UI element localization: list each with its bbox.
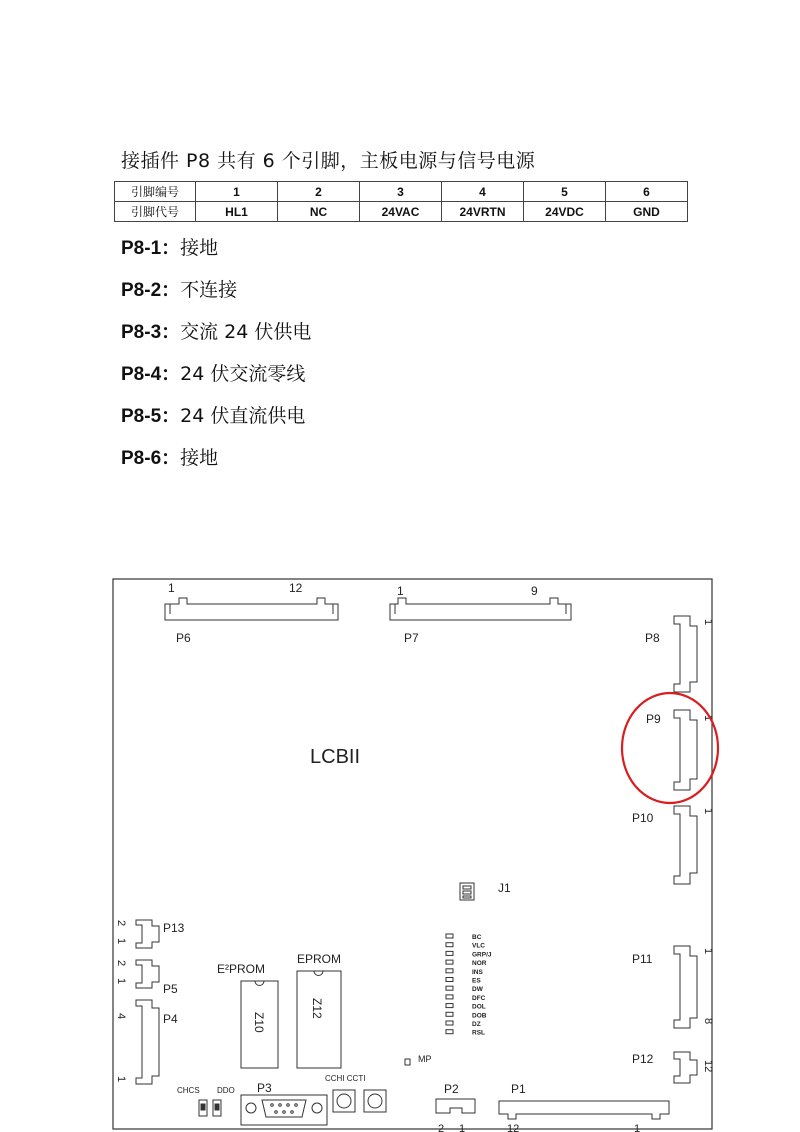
led-label: DOL <box>472 1003 486 1011</box>
p4-pin-end: 1 <box>115 1076 127 1083</box>
led-indicator <box>446 951 453 955</box>
led-label: DFC <box>472 994 486 1002</box>
mp-label: MP <box>418 1054 432 1064</box>
mp-pad <box>405 1059 410 1065</box>
p2-pin-a: 2 <box>438 1123 445 1132</box>
pin-code: 24VAC <box>360 202 442 222</box>
switch-label-chcs: CHCS <box>177 1086 200 1095</box>
connector-p11 <box>674 946 697 1028</box>
led-indicator <box>446 1012 453 1016</box>
pin-number: 5 <box>524 182 606 202</box>
pin-meaning: 24 伏直流供电 <box>180 405 306 427</box>
p11-label: P11 <box>632 952 653 966</box>
pin-meaning: 接地 <box>180 447 219 469</box>
button-ccti[interactable] <box>364 1090 386 1112</box>
p4-pin-start: 4 <box>115 1013 127 1020</box>
e2prom-label: E²PROM <box>217 962 265 976</box>
connector-p10 <box>674 806 697 884</box>
led-indicators <box>446 934 492 1037</box>
pin-code: P8-4： <box>121 364 181 385</box>
highlight-circle <box>622 693 718 803</box>
pin-code: P8-3： <box>121 322 181 343</box>
led-indicator <box>446 1021 453 1025</box>
pin-code: 24VDC <box>524 202 606 222</box>
connector-p8 <box>674 616 697 692</box>
e2prom-chip-id: Z10 <box>252 1012 266 1033</box>
p9-pin-number: 1 <box>702 715 714 722</box>
j1-label: J1 <box>498 881 511 895</box>
pin-code: P8-1： <box>121 238 181 259</box>
p13-pin-a: 2 <box>115 920 127 927</box>
pin-number: 1 <box>196 182 278 202</box>
pin-code: NC <box>278 202 360 222</box>
led-label: INS <box>472 968 483 976</box>
led-indicator <box>446 969 453 973</box>
connector-p5 <box>136 960 159 988</box>
pin-code: P8-6： <box>121 448 181 469</box>
jumper-j1 <box>460 883 474 900</box>
p6-pin-start: 1 <box>168 581 175 595</box>
led-label: DW <box>472 986 483 994</box>
led-indicator <box>446 995 453 999</box>
connector-p7 <box>390 598 571 620</box>
pin-meaning: 接地 <box>180 237 219 259</box>
led-label: VLC <box>472 942 485 950</box>
pin-number: 4 <box>442 182 524 202</box>
row-header: 引脚编号 <box>115 182 196 202</box>
p2-label: P2 <box>444 1082 459 1096</box>
p5-label: P5 <box>163 982 178 996</box>
led-label: RSL <box>472 1029 485 1037</box>
p11-pin-end: 8 <box>702 1018 714 1025</box>
connector-p1 <box>499 1101 669 1119</box>
p7-label: P7 <box>404 631 419 645</box>
p13-pin-b: 1 <box>115 938 127 945</box>
led-indicator <box>446 986 453 990</box>
led-indicator <box>446 1030 453 1034</box>
p12-label: P12 <box>632 1052 654 1066</box>
led-indicator <box>446 1004 453 1008</box>
led-indicator <box>446 934 453 938</box>
eprom-label: EPROM <box>297 952 342 966</box>
p12-pin-number: 12 <box>702 1060 714 1073</box>
pin-code: GND <box>606 202 688 222</box>
p8-pin-number: 1 <box>702 619 714 626</box>
connector-p6 <box>165 598 338 620</box>
pin-number: 3 <box>360 182 442 202</box>
eprom-chip-id: Z12 <box>310 998 324 1019</box>
p9-label: P9 <box>646 712 661 726</box>
pin-number: 2 <box>278 182 360 202</box>
led-label: GRP/J <box>472 951 492 959</box>
led-label: NOR <box>472 960 487 968</box>
buttons-label: CCHI CCTI <box>325 1074 366 1083</box>
board-outline <box>113 579 712 1129</box>
document-heading: 接插件 P8 共有 6 个引脚，主板电源与信号电源 <box>121 150 536 172</box>
connector-p12 <box>674 1052 697 1083</box>
p7-pin-end: 9 <box>531 584 538 598</box>
connector-p13 <box>136 920 159 948</box>
p6-pin-end: 12 <box>289 581 303 595</box>
p4-label: P4 <box>163 1012 178 1026</box>
row-header: 引脚代号 <box>115 202 196 222</box>
p10-pin-number: 1 <box>702 808 714 815</box>
pin-number: 6 <box>606 182 688 202</box>
p1-label: P1 <box>511 1082 526 1096</box>
connector-p9 <box>674 710 697 790</box>
pin-meaning: 不连接 <box>180 279 238 301</box>
p7-pin-start: 1 <box>397 584 404 598</box>
pin-meaning: 24 伏交流零线 <box>180 363 306 385</box>
p10-label: P10 <box>632 811 654 825</box>
led-indicator <box>446 960 453 964</box>
p1-pin-start: 12 <box>507 1123 520 1132</box>
p2-pin-b: 1 <box>459 1123 466 1132</box>
p1-pin-end: 1 <box>634 1123 641 1132</box>
led-label: ES <box>472 977 481 985</box>
button-cchi[interactable] <box>333 1090 355 1112</box>
p8-label: P8 <box>645 631 660 645</box>
switch-label-ddo: DDO <box>217 1086 235 1095</box>
p3-label: P3 <box>257 1081 272 1095</box>
pin-code: P8-2： <box>121 280 181 301</box>
pin-code: HL1 <box>196 202 278 222</box>
p6-label: P6 <box>176 631 191 645</box>
board-name: LCBII <box>310 746 361 768</box>
p5-pin-b: 1 <box>115 978 127 985</box>
p13-label: P13 <box>163 921 185 935</box>
connector-p3 <box>241 1095 327 1125</box>
pin-code: P8-5： <box>121 406 181 427</box>
pin-code: 24VRTN <box>442 202 524 222</box>
pin-meaning: 交流 24 伏供电 <box>180 321 312 343</box>
led-indicator <box>446 943 453 947</box>
p11-pin-start: 1 <box>702 948 714 955</box>
led-label: DOB <box>472 1012 487 1020</box>
eprom-chip <box>297 971 341 1068</box>
led-label: BC <box>472 934 482 941</box>
led-label: DZ <box>472 1021 481 1028</box>
led-indicator <box>446 978 453 982</box>
p5-pin-a: 2 <box>115 960 127 967</box>
connector-p4 <box>136 1000 159 1084</box>
chip-notch <box>255 981 264 986</box>
connector-p2 <box>436 1099 475 1113</box>
chip-notch <box>314 971 323 976</box>
